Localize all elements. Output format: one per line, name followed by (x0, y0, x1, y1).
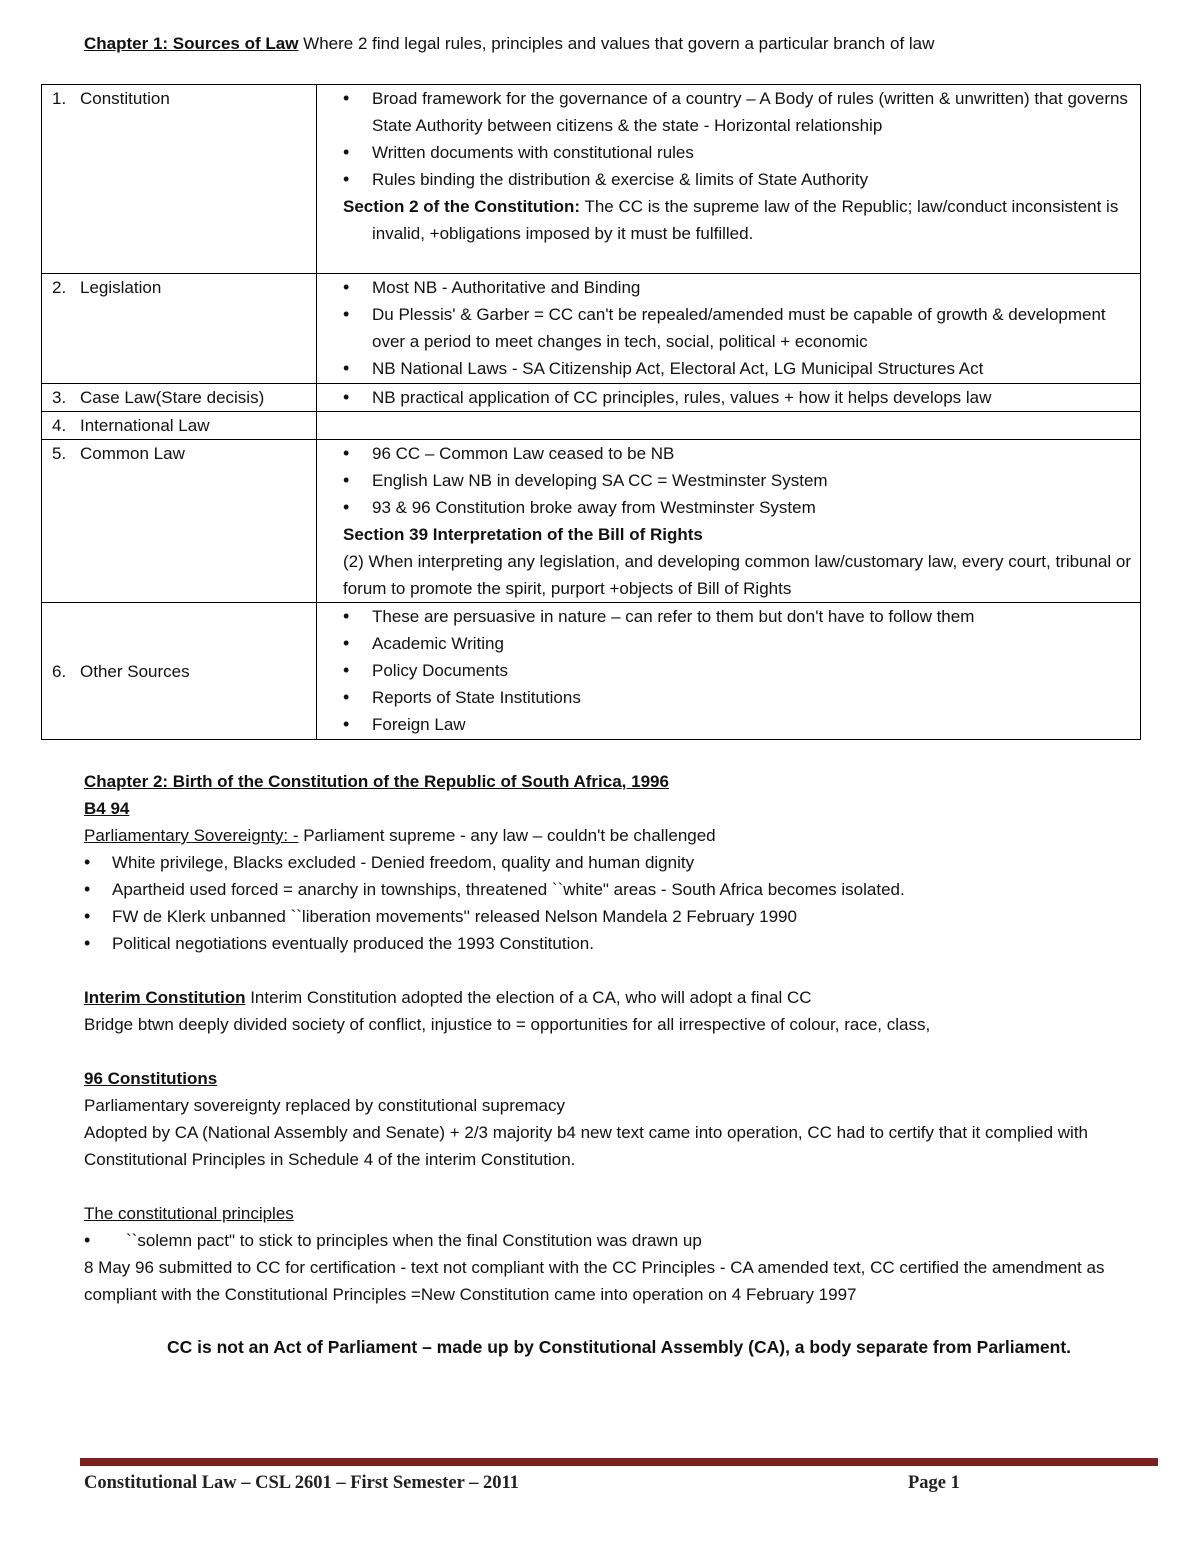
chapter1-subheading: Where 2 find legal rules, principles and values that govern a particular branch of law (298, 34, 935, 53)
row-description (317, 274, 1141, 384)
footer-title: Constitutional Law – CSL 2601 – First Semester – 2011 (84, 1473, 519, 1493)
list-item: • Foreign Law (343, 711, 1132, 738)
list-item: • Most NB - Authoritative and Binding (343, 274, 1132, 301)
list-item: • 93 & 96 Constitution broke away from Westminster System (343, 494, 1132, 521)
list-item: • Apartheid used forced = anarchy in townships, threatened ``white" areas - South Africa becomes isolated. (84, 876, 1154, 903)
list-item: • These are persuasive in nature – can refer to them but don't have to follow them (343, 603, 1132, 630)
table-row (42, 274, 1141, 384)
96-line-2: Adopted by CA (National Assembly and Senate) + 2/3 majority b4 new text came into operation, CC had to certify that it complied with Constitutional Principles in Schedule 4 of the interim Constitution. (84, 1123, 1088, 1169)
sources-of-law-table (41, 84, 1141, 740)
table-row (42, 440, 1141, 603)
row-label: 1. Constitution (42, 85, 317, 274)
constitutional-principles-heading: The constitutional principles (84, 1204, 294, 1223)
row-description (317, 603, 1141, 740)
table-row (42, 412, 1141, 440)
table-row (42, 603, 1141, 740)
row-description (317, 85, 1141, 274)
chapter1-heading: Chapter 1: Sources of Law (84, 34, 299, 53)
list-item: • NB National Laws - SA Citizenship Act, Electoral Act, LG Municipal Structures Act (343, 355, 1132, 382)
table-row (42, 384, 1141, 412)
section-body: (2) When interpreting any legislation, and developing common law/customary law, every court, tribunal or forum to promote the spirit, purport +objects of Bill of Rights (343, 552, 1132, 598)
row-description (317, 412, 1141, 440)
list-item: • Reports of State Institutions (343, 684, 1132, 711)
96-constitutions-heading: 96 Constitutions (84, 1069, 218, 1088)
chapter2-heading: Chapter 2: Birth of the Constitution of the Republic of South Africa, 1996 (84, 772, 669, 791)
row-label: 2. Legislation (42, 274, 317, 384)
principles-bullets (84, 1227, 1154, 1254)
list-item: • Rules binding the distribution & exercise & limits of State Authority (343, 166, 1132, 193)
list-item: • English Law NB in developing SA CC = Westminster System (343, 467, 1132, 494)
list-item: • Du Plessis' & Garber = CC can't be repealed/amended must be capable of growth & development over a period to meet changes in tech, social, political + economic (343, 301, 1132, 355)
row-label: 5. Common Law (42, 440, 317, 603)
row-label: 4. International Law (42, 412, 317, 440)
chapter2-bullets (84, 849, 1154, 957)
chapter1-title (84, 34, 934, 54)
list-item: • Political negotiations eventually produced the 1993 Constitution. (84, 930, 1154, 957)
list-item: • FW de Klerk unbanned ``liberation movements'' released Nelson Mandela 2 February 1990 (84, 903, 1154, 930)
row-label: 3. Case Law(Stare decisis) (42, 384, 317, 412)
page-number: Page 1 (908, 1473, 960, 1493)
table-row (42, 85, 1141, 274)
list-item: • Policy Documents (343, 657, 1132, 684)
chapter2-section (84, 768, 1154, 1361)
list-item: • Academic Writing (343, 630, 1132, 657)
closing-statement: CC is not an Act of Parliament – made up by Constitutional Assembly (CA), a body separate from Parliament. (166, 1337, 1072, 1357)
row-description (317, 384, 1141, 412)
list-item: • NB practical application of CC principles, rules, values + how it helps develops law (343, 384, 1132, 411)
section-title: Section 39 Interpretation of the Bill of Rights (343, 525, 703, 544)
list-item: • Broad framework for the governance of a country – A Body of rules (written & unwritten) that governs State Authority between citizens & the state - Horizontal relationship (343, 85, 1132, 139)
list-item: • ``solemn pact" to stick to principles when the final Constitution was drawn up (84, 1227, 1154, 1254)
96-line-1: Parliamentary sovereignty replaced by constitutional supremacy (84, 1096, 565, 1115)
footer-rule (80, 1458, 1158, 1466)
row-description (317, 440, 1141, 603)
list-item: • 96 CC – Common Law ceased to be NB (343, 440, 1132, 467)
list-item: • Written documents with constitutional rules (343, 139, 1132, 166)
certification-text: 8 May 96 submitted to CC for certification - text not compliant with the CC Principles - CA amended text, CC certified the amendment as compliant with the Constitutional Principles =New Constitution came into operation on 4 February 1997 (84, 1258, 1105, 1304)
list-item: • White privilege, Blacks excluded - Denied freedom, quality and human dignity (84, 849, 1154, 876)
parliamentary-sovereignty-line: Parliamentary Sovereignty: - Parliament supreme - any law – couldn't be challenged (84, 826, 716, 845)
b4-94-heading: B4 94 (84, 799, 130, 818)
section-note: Section 2 of the Constitution: The CC is the supreme law of the Republic; law/conduct inconsistent is invalid, +obligations imposed by it must be fulfilled. (343, 197, 1119, 243)
row-label: 6. Other Sources (42, 603, 317, 740)
bridge-line: Bridge btwn deeply divided society of conflict, injustice to = opportunities for all irrespective of colour, race, class, (84, 1015, 931, 1034)
interim-constitution-line: Interim Constitution Interim Constitution adopted the election of a CA, who will adopt a final CC (84, 988, 812, 1007)
